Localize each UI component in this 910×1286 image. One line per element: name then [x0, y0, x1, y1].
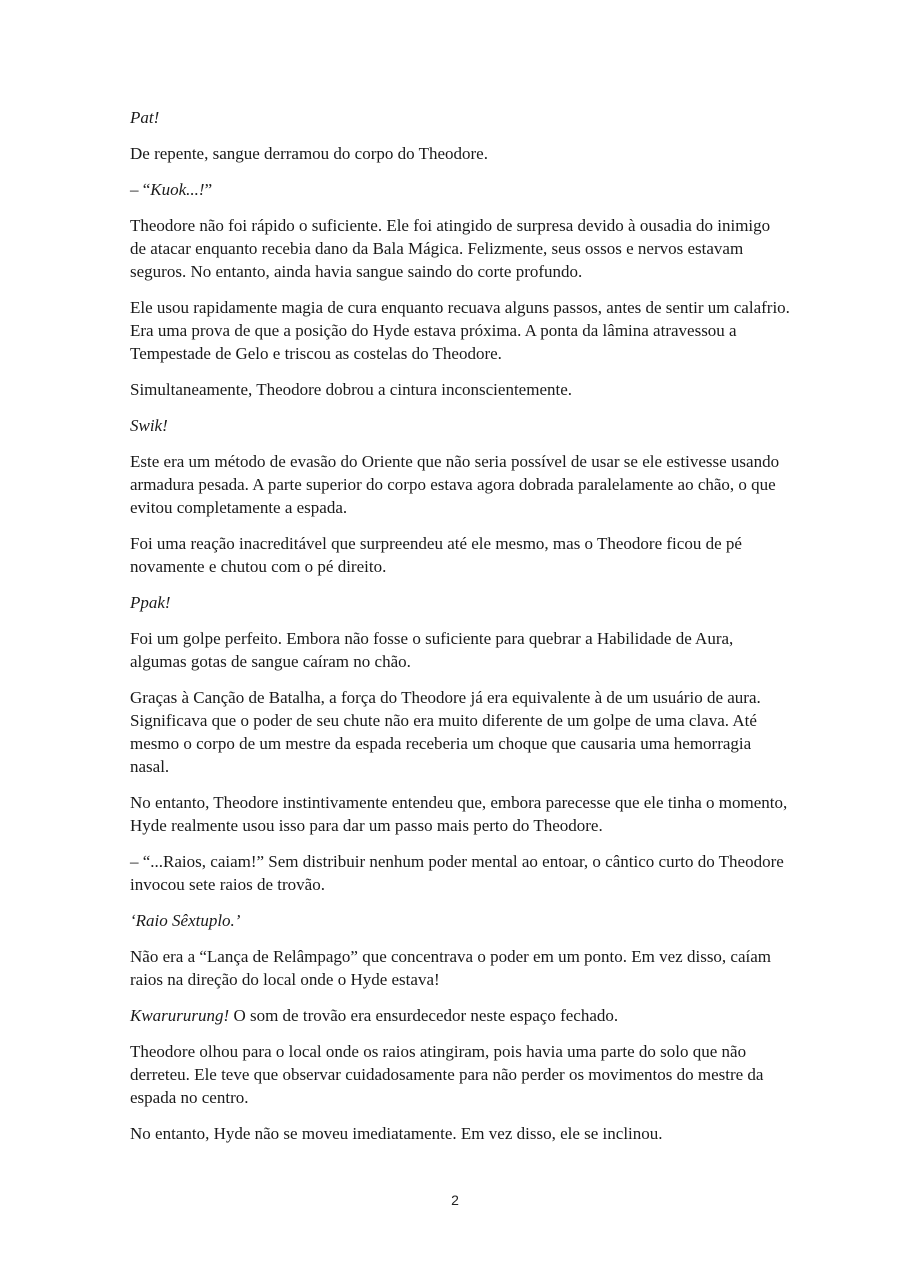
paragraph: Este era um método de evasão do Oriente que não seria possível de usar se ele estivesse usando armadura pesada. A parte superior do corpo estava agora dobrada paralelamente ao chão, o que evitou completamente a espada. [130, 452, 780, 517]
sound-effect-swik: Swik! [130, 416, 168, 435]
dialogue-text: Kuok...! [150, 180, 205, 199]
paragraph: De repente, sangue derramou do corpo do Theodore. [130, 144, 488, 163]
paragraph: Simultaneamente, Theodore dobrou a cintura inconscientemente. [130, 380, 573, 399]
spell-name: ‘Raio Sêxtuplo.’ [130, 911, 241, 930]
page-number: 2 [451, 1192, 459, 1208]
sound-effect-kwarururung: Kwarururung! [130, 1006, 230, 1025]
paragraph: Theodore não foi rápido o suficiente. Ele foi atingido de surpresa devido à ousadia do inimigo de atacar enquanto recebia dano da Bala Mágica. Felizmente, seus ossos e nervos estavam seguros. No entanto, ainda havia sangue saindo do corte profundo. [130, 216, 771, 281]
dialogue-open: – “ [130, 180, 151, 199]
sound-effect-ppak: Ppak! [130, 593, 171, 612]
dialogue-close: ” [204, 180, 213, 199]
paragraph: No entanto, Theodore instintivamente entendeu que, embora parecesse que ele tinha o momento, Hyde realmente usou isso para dar um passo mais perto do Theodore. [130, 793, 788, 835]
paragraph-with-sound [130, 1004, 790, 1027]
page-body [130, 106, 790, 1158]
paragraph: – “...Raios, caiam!” Sem distribuir nenhum poder mental ao entoar, o cântico curto do Theodore invocou sete raios de trovão. [130, 852, 784, 894]
paragraph: Foi uma reação inacreditável que surpreendeu até ele mesmo, mas o Theodore ficou de pé novamente e chutou com o pé direito. [130, 534, 742, 576]
paragraph: No entanto, Hyde não se moveu imediatamente. Em vez disso, ele se inclinou. [130, 1124, 663, 1143]
paragraph: Ele usou rapidamente magia de cura enquanto recuava alguns passos, antes de sentir um calafrio. Era uma prova de que a posição do Hyde estava próxima. A ponta da lâmina atravessou a Tempestade de Gelo e triscou as costelas do Theodore. [130, 298, 790, 363]
paragraph: Theodore olhou para o local onde os raios atingiram, pois havia uma parte do solo que não derreteu. Ele teve que observar cuidadosamente para não perder os movimentos do mestre da espada no centro. [130, 1042, 764, 1107]
paragraph-text: O som de trovão era ensurdecedor neste espaço fechado. [229, 1006, 619, 1025]
paragraph: Foi um golpe perfeito. Embora não fosse o suficiente para quebrar a Habilidade de Aura, algumas gotas de sangue caíram no chão. [130, 629, 734, 671]
sound-effect-pat: Pat! [130, 108, 160, 127]
dialogue-line [130, 178, 790, 201]
paragraph: Não era a “Lança de Relâmpago” que concentrava o poder em um ponto. Em vez disso, caíam raios na direção do local onde o Hyde estava! [130, 947, 772, 989]
paragraph: Graças à Canção de Batalha, a força do Theodore já era equivalente à de um usuário de aura. Significava que o poder de seu chute não era muito diferente de um golpe de uma clava. Até mesmo o corpo de um mestre da espada receberia um choque que causaria uma hemorragia nasal. [130, 688, 761, 776]
